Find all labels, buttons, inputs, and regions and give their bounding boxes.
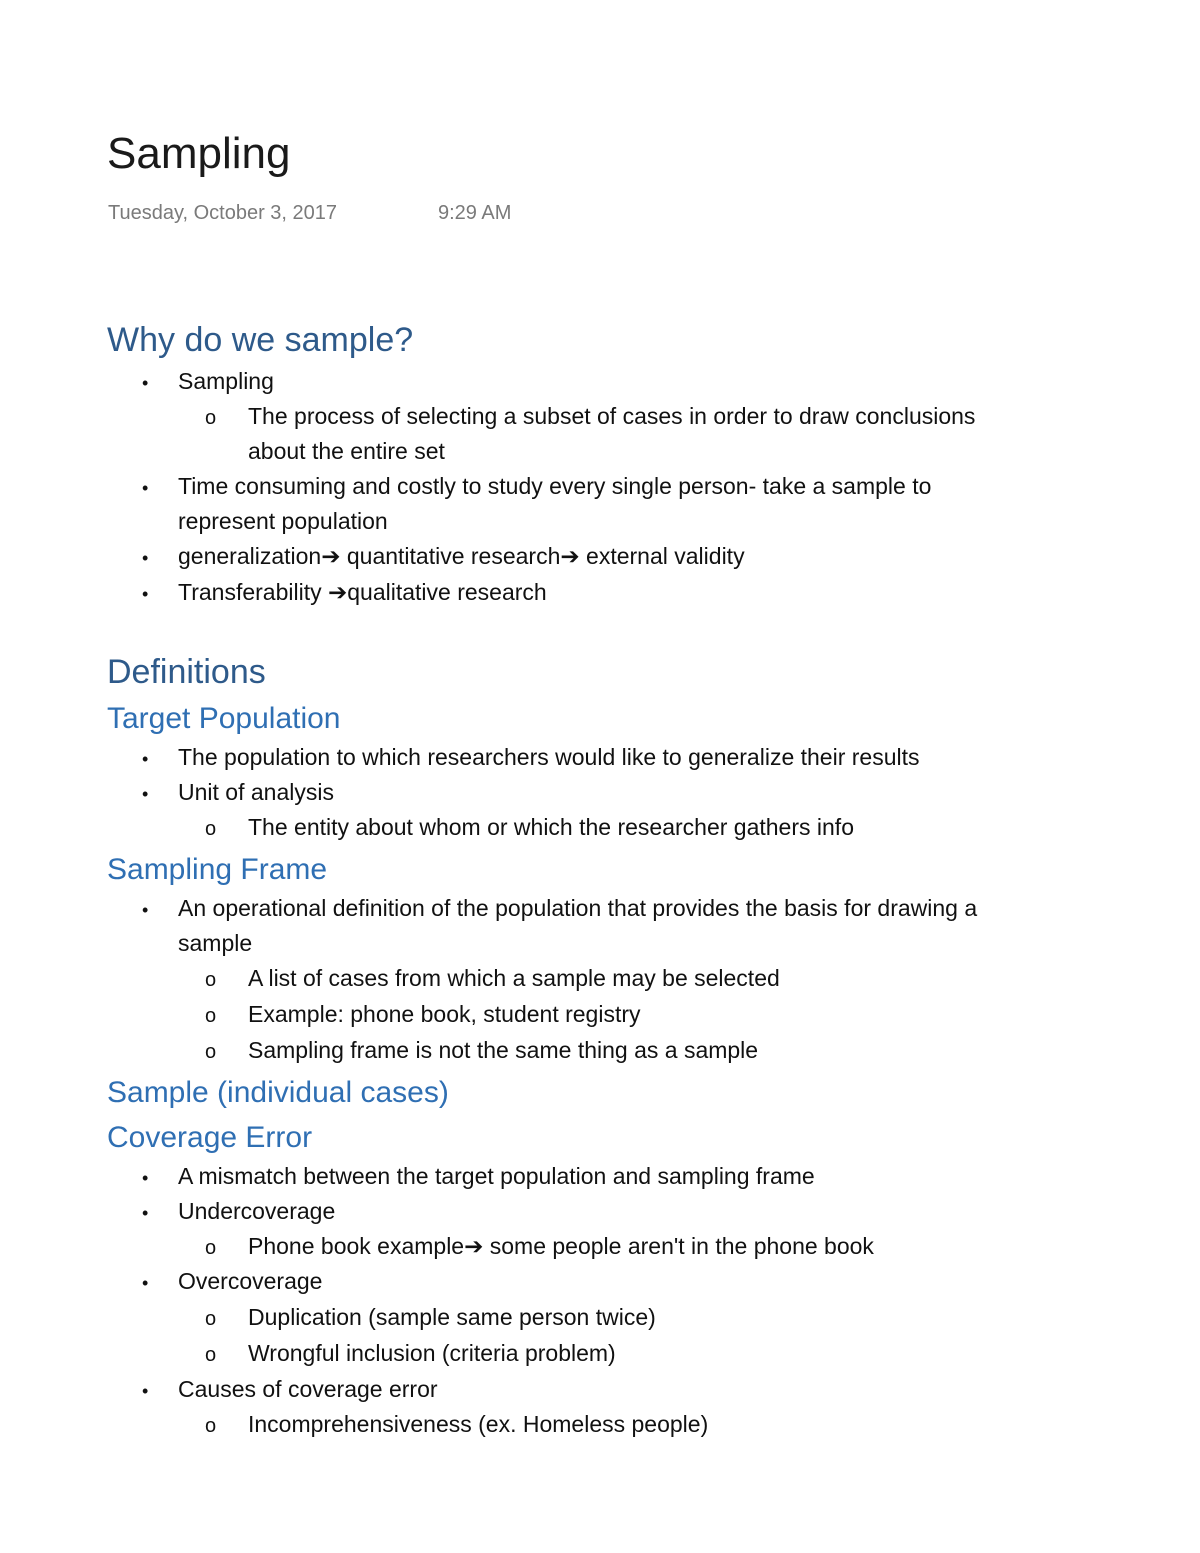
sub-bullet-icon: o [205, 407, 217, 429]
list-item: A list of cases from which a sample may be selected [248, 965, 780, 991]
bullet-icon: • [142, 1168, 149, 1188]
bullet-icon: • [142, 373, 149, 393]
sub-bullet-icon: o [205, 969, 217, 991]
bullet-icon: • [142, 1273, 149, 1293]
list-item: A mismatch between the target population and sampling frame [178, 1163, 815, 1189]
page-title: Sampling [107, 129, 291, 178]
page-time: 9:29 AM [438, 202, 512, 224]
sub-bullet-icon: o [205, 1415, 217, 1437]
list-item: An operational definition of the population that provides the basis for drawing a [178, 895, 978, 921]
bullet-icon: • [142, 1381, 149, 1401]
sub-bullet-icon: o [205, 1005, 217, 1027]
bullet-icon: • [142, 584, 149, 604]
list-item: The population to which researchers would like to generalize their results [178, 744, 920, 770]
heading-sample: Sample (individual cases) [107, 1076, 449, 1109]
sub-bullet-icon: o [205, 1041, 217, 1063]
list-item: Causes of coverage error [178, 1376, 438, 1402]
sub-bullet-icon: o [205, 818, 217, 840]
list-item: Overcoverage [178, 1268, 323, 1294]
list-item: Time consuming and costly to study every single person- take a sample to [178, 473, 932, 499]
bullet-icon: • [142, 478, 149, 498]
bullet-icon: • [142, 1203, 149, 1223]
list-item: Duplication (sample same person twice) [248, 1304, 656, 1330]
list-item: Sampling [178, 368, 274, 394]
list-item: The entity about whom or which the researcher gathers info [248, 814, 854, 840]
list-item: Sampling frame is not the same thing as a sample [248, 1037, 759, 1063]
list-item: Phone book example➔ some people aren't in the phone book [248, 1233, 874, 1259]
heading-target-population: Target Population [107, 702, 341, 735]
list-item: Undercoverage [178, 1198, 336, 1224]
bullet-icon: • [142, 749, 149, 769]
list-item: Wrongful inclusion (criteria problem) [248, 1340, 616, 1366]
sub-bullet-icon: o [205, 1344, 217, 1366]
list-item-continuation: about the entire set [248, 438, 445, 464]
heading-why-sample: Why do we sample? [107, 321, 414, 359]
bullet-icon: • [142, 900, 149, 920]
list-item: Unit of analysis [178, 779, 334, 805]
heading-coverage-error: Coverage Error [107, 1121, 313, 1154]
list-item-continuation: represent population [178, 508, 388, 534]
list-item: Example: phone book, student registry [248, 1001, 641, 1027]
list-item-continuation: sample [178, 930, 253, 956]
list-item: generalization➔ quantitative research➔ external validity [178, 543, 745, 569]
heading-sampling-frame: Sampling Frame [107, 853, 328, 886]
bullet-icon: • [142, 784, 149, 804]
page-date: Tuesday, October 3, 2017 [108, 202, 338, 224]
sub-bullet-icon: o [205, 1237, 217, 1259]
sub-bullet-icon: o [205, 1308, 217, 1330]
bullet-icon: • [142, 548, 149, 568]
list-item: The process of selecting a subset of cases in order to draw conclusions [248, 403, 976, 429]
list-item: Transferability ➔qualitative research [178, 579, 547, 605]
list-item: Incomprehensiveness (ex. Homeless people) [248, 1411, 709, 1437]
heading-definitions: Definitions [107, 653, 266, 691]
